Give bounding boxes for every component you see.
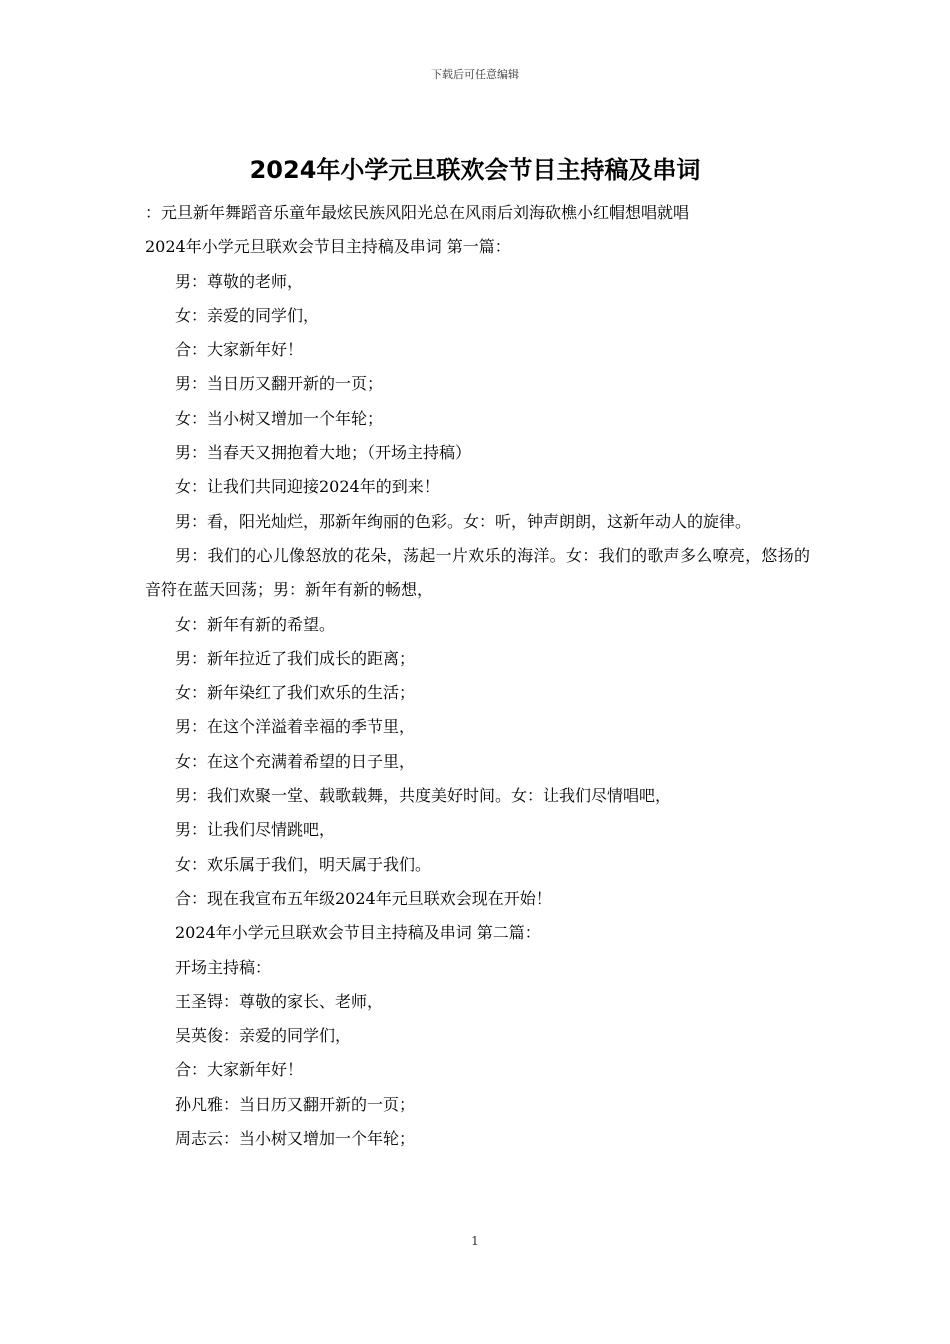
paragraph: 男：尊敬的老师，: [175, 271, 304, 291]
paragraph: 孙凡雅：当日历又翻开新的一页；: [175, 1094, 416, 1114]
paragraph: 女：让我们共同迎接2024年的到来！: [175, 477, 440, 497]
paragraph: 女：在这个充满着希望的日子里，: [175, 751, 416, 771]
paragraph: 合：现在我宣布五年级2024年元旦联欢会现在开始！: [175, 888, 552, 908]
paragraph: 男：新年拉近了我们成长的距离；: [175, 648, 416, 668]
paragraph: 2024年小学元旦联欢会节目主持稿及串词 第一篇：: [145, 237, 511, 257]
paragraph: 男：看，阳光灿烂，那新年绚丽的色彩。女：听，钟声朗朗，这新年动人的旋律。: [175, 511, 752, 531]
paragraph: 周志云：当小树又增加一个年轮；: [175, 1129, 416, 1149]
page-number: 1: [471, 1234, 479, 1248]
paragraph: 男：让我们尽情跳吧，: [175, 820, 336, 840]
paragraph: 吴英俊：亲爱的同学们，: [175, 1026, 352, 1046]
paragraph: 男：当春天又拥抱着大地；（开场主持稿）: [175, 443, 472, 463]
paragraph: 合：大家新年好！: [175, 1060, 304, 1080]
paragraph: 男：在这个洋溢着幸福的季节里，: [175, 717, 416, 737]
paragraph: 男：当日历又翻开新的一页；: [175, 374, 384, 394]
paragraph: ：元旦新年舞蹈音乐童年最炫民族风阳光总在风雨后刘海砍樵小红帽想唱就唱: [145, 203, 690, 222]
document-body: [145, 196, 810, 1156]
document-title: 2024年小学元旦联欢会节目主持稿及串词: [249, 156, 701, 184]
paragraph: 王圣锝：尊敬的家长、老师，: [175, 991, 384, 1011]
paragraph: 男：我们欢聚一堂、载歌载舞，共度美好时间。女：让我们尽情唱吧，: [175, 786, 672, 806]
paragraph: 女：新年有新的希望。: [175, 614, 336, 634]
paragraph: 合：大家新年好！: [175, 340, 304, 360]
paragraph: 女：欢乐属于我们，明天属于我们。: [175, 854, 432, 874]
paragraph: 女：新年染红了我们欢乐的生活；: [175, 683, 416, 703]
page-header: 下载后可任意编辑: [431, 68, 519, 81]
paragraph: 开场主持稿：: [175, 957, 272, 977]
paragraph: 女：亲爱的同学们，: [175, 305, 320, 325]
paragraph: 男：我们的心儿像怒放的花朵，荡起一片欢乐的海洋。女：我们的歌声多么嘹亮，悠扬的音符在蓝天回荡；男：新年有新的畅想，: [145, 545, 810, 600]
paragraph: 女：当小树又增加一个年轮；: [175, 408, 384, 428]
paragraph: 2024年小学元旦联欢会节目主持稿及串词 第二篇：: [175, 923, 541, 943]
